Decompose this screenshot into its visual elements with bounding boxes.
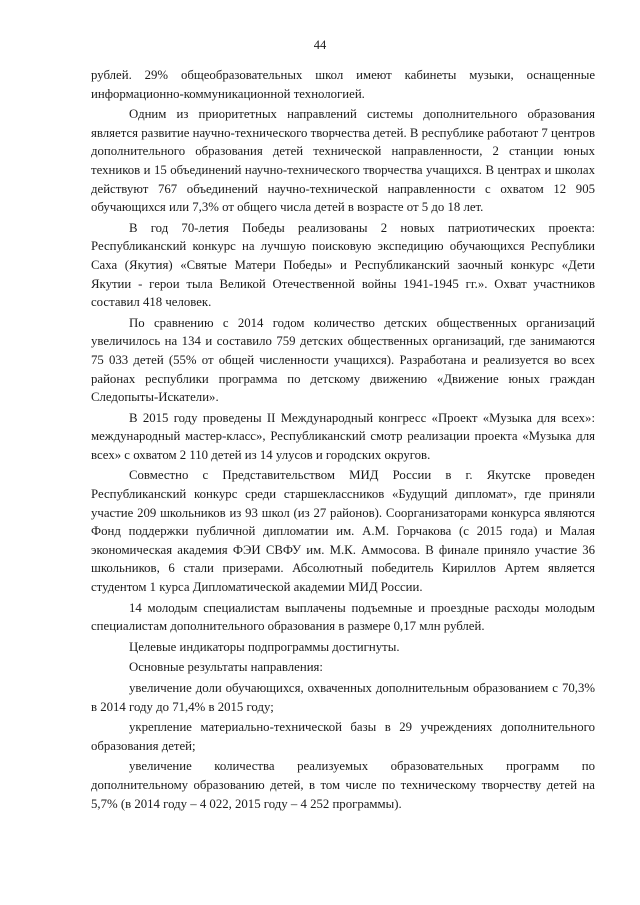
paragraph-results-heading: Основные результаты направления:: [129, 660, 323, 675]
paragraph-young-specialists: 14 молодым специалистам выплачены подъемные и проездные расходы молодым специалистам дополнительного образования в размере 0,17 млн рублей.: [91, 600, 595, 634]
paragraph-music-congress: В 2015 году проведены II Международный конгресс «Проект «Музыка для всех»: международный мастер-класс», Республиканский смотр реализации проекта «Музыка для всех» с охватом 2 110 детей из 14 улусов и городских округов.: [91, 410, 595, 462]
paragraph-result-programs: увеличение количества реализуемых образовательных программ по дополнительному образованию детей, в том числе по техническому творчеству детей на 5,7% (в 2014 году – 4 022, 2015 году – 4 252 программы).: [91, 759, 595, 811]
paragraph-victory-projects: В год 70-летия Победы реализованы 2 новых патриотических проекта: Республиканский конкурс на лучшую поисковую экспедицию обучающихся Республики Саха (Якутия) «Святые Матери Победы» и Республиканский заочный конкурс «Дети Якутии - герои тыла Великой Отечественной войны 1941-1945 гг.». Охват участников составил 418 человек.: [91, 220, 595, 310]
document-body: [91, 66, 595, 815]
paragraph-public-organizations: По сравнению с 2014 годом количество детских общественных организаций увеличилось на 134 и составило 759 детских общественных организаций, где занимаются 75 033 детей (55% от общей численности учащихся). Разработана и реализуется во всех районах республики программа по детскому движению «Движение юных граждан Следопыты-Искатели».: [91, 315, 595, 405]
paragraph-result-facilities: укрепление материально-технической базы в 29 учреждениях дополнительного образования детей;: [91, 720, 595, 753]
paragraph-tech-creativity: Одним из приоритетных направлений системы дополнительного образования является развитие научно-технического творчества детей. В республике работают 7 центров дополнительного образования детей технической направленности, 2 станции юных техников и 15 объединений научно-технического творчества учащихся. В центрах и школах действуют 767 объединений научно-технической направленности с охватом 12 905 обучающихся или 7,3% от общего числа детей в возрасте от 5 до 18 лет.: [91, 107, 595, 215]
page-number: 44: [313, 38, 327, 52]
paragraph-indicators: Целевые индикаторы подпрограммы достигнуты.: [129, 639, 400, 654]
paragraph-result-share: увеличение доли обучающихся, охваченных дополнительным образованием с 70,3% в 2014 году до 71,4% в 2015 году;: [91, 681, 595, 714]
paragraph-continuation: рублей. 29% общеобразовательных школ имеют кабинеты музыки, оснащенные информационно-коммуникационной технологией.: [91, 68, 595, 101]
paragraph-future-diplomat: Совместно с Представительством МИД России в г. Якутске проведен Республиканский конкурс среди старшеклассников «Будущий дипломат», где приняли участие 209 школьников из 93 школ (из 27 районов). Соорганизаторами конкурса являются Фонд поддержки публичной дипломатии им. А.М. Горчакова (с 2015 года) и Малая экономическая академия ФЭИ СВФУ им. М.К. Аммосова. В финале приняло участие 36 школьников, 6 стали призерами. Абсолютный победитель Кириллов Артем является студентом 1 курса Дипломатической академии МИД России.: [91, 468, 595, 595]
